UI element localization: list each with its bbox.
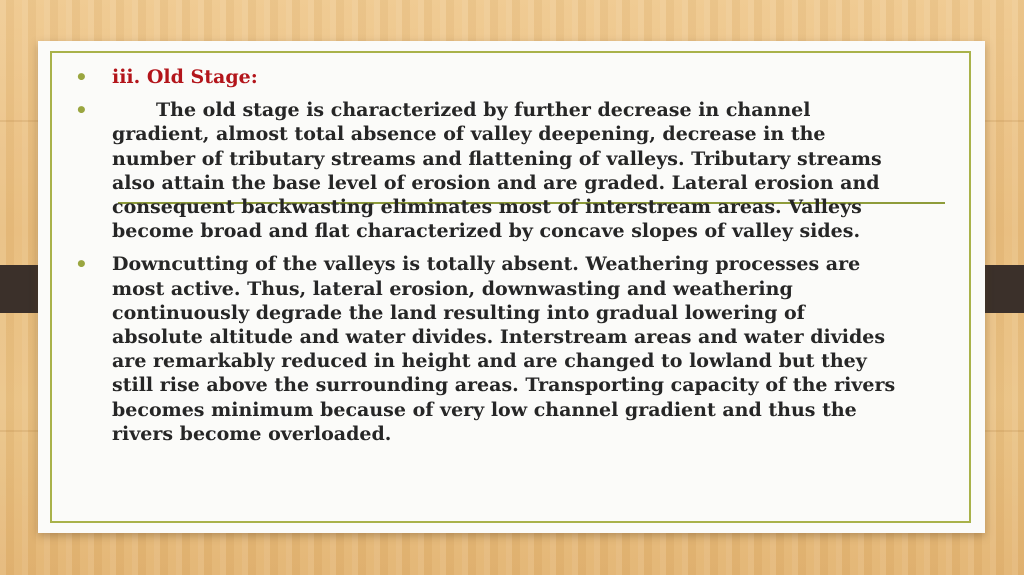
bullet-icon: • <box>75 65 88 89</box>
slide-content <box>75 65 898 455</box>
section-heading: iii. Old Stage: <box>112 66 258 88</box>
bullet-paragraph-1 <box>75 98 898 243</box>
paragraph-1-text: The old stage is characterized by further decrease in channel gradient, almost total absence of valley deepening, decrease in the number of tributary streams and flattening of valleys. Tributary streams also attain the base level of erosion and are graded. Lateral erosion and consequent backwasting eliminates most of interstream areas. Valleys become broad and flat characterized by concave slopes of valley sides. <box>112 99 882 243</box>
bullet-heading <box>75 65 898 89</box>
left-side-tab <box>0 265 38 313</box>
bullet-paragraph-2 <box>75 252 898 446</box>
bullet-icon: • <box>75 252 88 277</box>
paragraph-2-text: Downcutting of the valleys is totally absent. Weathering processes are most active. Thus, lateral erosion, downwasting and weathering continuously degrade the land resulting into gradual lowering of absolute altitude and water divides. Interstream areas and water divides are remarkably reduced in height and are changed to lowland but they still rise above the surrounding areas. Transporting capacity of the rivers becomes minimum because of very low channel gradient and thus the rivers become overloaded. <box>112 253 896 445</box>
bullet-icon: • <box>75 98 88 123</box>
slide-card <box>38 41 985 533</box>
